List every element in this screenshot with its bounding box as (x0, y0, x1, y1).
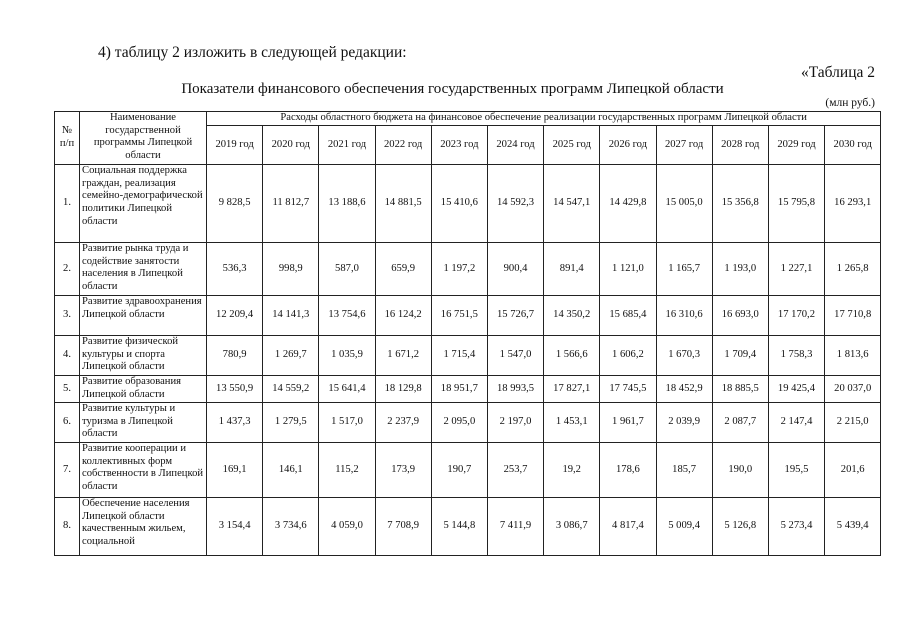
value-cell: 18 452,9 (656, 376, 712, 403)
value-cell: 14 559,2 (263, 376, 319, 403)
table-row (55, 403, 881, 443)
program-name-cell: Развитие культуры и туризма в Липецкой области (80, 403, 207, 443)
value-cell: 2 087,7 (712, 403, 768, 443)
value-cell: 18 885,5 (712, 376, 768, 403)
value-cell: 900,4 (487, 243, 543, 296)
value-cell: 14 592,3 (487, 165, 543, 243)
value-cell: 5 009,4 (656, 498, 712, 556)
value-cell: 1 670,3 (656, 336, 712, 376)
value-cell: 169,1 (207, 443, 263, 498)
value-cell: 1 193,0 (712, 243, 768, 296)
value-cell: 13 550,9 (207, 376, 263, 403)
program-name-cell: Развитие здравоохранения Липецкой области (80, 296, 207, 336)
row-number: 2. (55, 243, 80, 296)
header-number: № п/п (55, 112, 80, 165)
header-year: 2025 год (544, 126, 600, 165)
value-cell: 16 124,2 (375, 296, 431, 336)
value-cell: 195,5 (768, 443, 824, 498)
header-year: 2030 год (825, 126, 881, 165)
table-row (55, 376, 881, 403)
value-cell: 1 437,3 (207, 403, 263, 443)
value-cell: 2 197,0 (487, 403, 543, 443)
value-cell: 1 813,6 (825, 336, 881, 376)
value-cell: 14 547,1 (544, 165, 600, 243)
value-cell: 1 517,0 (319, 403, 375, 443)
table-row (55, 165, 881, 243)
table-row (55, 336, 881, 376)
value-cell: 17 710,8 (825, 296, 881, 336)
row-number: 4. (55, 336, 80, 376)
value-cell: 14 350,2 (544, 296, 600, 336)
value-cell: 587,0 (319, 243, 375, 296)
value-cell: 1 165,7 (656, 243, 712, 296)
value-cell: 13 188,6 (319, 165, 375, 243)
header-year: 2026 год (600, 126, 656, 165)
value-cell: 9 828,5 (207, 165, 263, 243)
header-year: 2027 год (656, 126, 712, 165)
value-cell: 5 126,8 (712, 498, 768, 556)
value-cell: 17 745,5 (600, 376, 656, 403)
value-cell: 659,9 (375, 243, 431, 296)
header-year: 2021 год (319, 126, 375, 165)
row-number: 7. (55, 443, 80, 498)
value-cell: 1 197,2 (431, 243, 487, 296)
value-cell: 5 439,4 (825, 498, 881, 556)
value-cell: 185,7 (656, 443, 712, 498)
value-cell: 5 273,4 (768, 498, 824, 556)
header-year: 2020 год (263, 126, 319, 165)
value-cell: 16 293,1 (825, 165, 881, 243)
value-cell: 14 141,3 (263, 296, 319, 336)
value-cell: 1 547,0 (487, 336, 543, 376)
value-cell: 4 059,0 (319, 498, 375, 556)
header-expenses: Расходы областного бюджета на финансовое обеспечение реализации государственных программ Липецкой области (207, 112, 881, 126)
value-cell: 2 215,0 (825, 403, 881, 443)
table-tag: «Таблица 2 (800, 64, 875, 81)
table-title: Показатели финансового обеспечения государственных программ Липецкой области (181, 81, 724, 97)
intro-text: 4) таблицу 2 изложить в следующей редакции: (98, 44, 407, 61)
value-cell: 15 685,4 (600, 296, 656, 336)
value-cell: 4 817,4 (600, 498, 656, 556)
value-cell: 17 170,2 (768, 296, 824, 336)
row-number: 5. (55, 376, 80, 403)
value-cell: 16 693,0 (712, 296, 768, 336)
value-cell: 1 758,3 (768, 336, 824, 376)
header-year: 2024 год (487, 126, 543, 165)
value-cell: 16 751,5 (431, 296, 487, 336)
value-cell: 7 708,9 (375, 498, 431, 556)
value-cell: 891,4 (544, 243, 600, 296)
value-cell: 536,3 (207, 243, 263, 296)
value-cell: 15 410,6 (431, 165, 487, 243)
row-number: 6. (55, 403, 80, 443)
value-cell: 16 310,6 (656, 296, 712, 336)
table-row (55, 243, 881, 296)
value-cell: 1 121,0 (600, 243, 656, 296)
value-cell: 1 671,2 (375, 336, 431, 376)
row-number: 3. (55, 296, 80, 336)
value-cell: 20 037,0 (825, 376, 881, 403)
value-cell: 780,9 (207, 336, 263, 376)
program-name: Обеспечение населения Липецкой области качественным жильем, социальной (82, 498, 190, 548)
table-row (55, 296, 881, 336)
value-cell: 1 453,1 (544, 403, 600, 443)
value-cell: 1 265,8 (825, 243, 881, 296)
value-cell: 12 209,4 (207, 296, 263, 336)
program-name-cell: Развитие кооперации и коллективных форм собственности в Липецкой области (80, 443, 207, 498)
value-cell: 14 429,8 (600, 165, 656, 243)
value-cell: 18 951,7 (431, 376, 487, 403)
value-cell: 1 269,7 (263, 336, 319, 376)
header-year: 2023 год (431, 126, 487, 165)
value-cell: 2 095,0 (431, 403, 487, 443)
row-number: 8. (55, 498, 80, 556)
header-year: 2019 год (207, 126, 263, 165)
value-cell: 3 086,7 (544, 498, 600, 556)
value-cell: 15 005,0 (656, 165, 712, 243)
value-cell: 15 356,8 (712, 165, 768, 243)
value-cell: 146,1 (263, 443, 319, 498)
value-cell: 1 715,4 (431, 336, 487, 376)
program-name-cell: Развитие образования Липецкой области (80, 376, 207, 403)
value-cell: 17 827,1 (544, 376, 600, 403)
program-name-cell: Социальная поддержка граждан, реализация семейно-демографической политики Липецкой области (80, 165, 207, 243)
value-cell: 2 237,9 (375, 403, 431, 443)
value-cell: 190,7 (431, 443, 487, 498)
value-cell: 1 566,6 (544, 336, 600, 376)
financial-table (54, 111, 881, 556)
value-cell: 1 606,2 (600, 336, 656, 376)
value-cell: 7 411,9 (487, 498, 543, 556)
value-cell: 1 961,7 (600, 403, 656, 443)
header-year: 2022 год (375, 126, 431, 165)
value-cell: 1 035,9 (319, 336, 375, 376)
value-cell: 998,9 (263, 243, 319, 296)
value-cell: 19 425,4 (768, 376, 824, 403)
value-cell: 15 726,7 (487, 296, 543, 336)
value-cell: 2 039,9 (656, 403, 712, 443)
row-number: 1. (55, 165, 80, 243)
value-cell: 2 147,4 (768, 403, 824, 443)
value-cell: 14 881,5 (375, 165, 431, 243)
value-cell: 15 795,8 (768, 165, 824, 243)
table-row (55, 443, 881, 498)
value-cell: 1 279,5 (263, 403, 319, 443)
value-cell: 19,2 (544, 443, 600, 498)
value-cell: 18 129,8 (375, 376, 431, 403)
value-cell: 201,6 (825, 443, 881, 498)
value-cell: 11 812,7 (263, 165, 319, 243)
value-cell: 15 641,4 (319, 376, 375, 403)
value-cell: 253,7 (487, 443, 543, 498)
header-year: 2028 год (712, 126, 768, 165)
value-cell: 115,2 (319, 443, 375, 498)
table-row (55, 498, 881, 556)
value-cell: 173,9 (375, 443, 431, 498)
program-name-cell: Развитие физической культуры и спорта Липецкой области (80, 336, 207, 376)
value-cell: 18 993,5 (487, 376, 543, 403)
header-year: 2029 год (768, 126, 824, 165)
value-cell: 1 709,4 (712, 336, 768, 376)
value-cell: 5 144,8 (431, 498, 487, 556)
program-name-cell: Развитие рынка труда и содействие занятости населения в Липецкой области (80, 243, 207, 296)
value-cell: 1 227,1 (768, 243, 824, 296)
value-cell: 3 154,4 (207, 498, 263, 556)
program-name-cell (80, 498, 207, 556)
value-cell: 178,6 (600, 443, 656, 498)
unit-label: (млн руб.) (825, 97, 875, 109)
value-cell: 190,0 (712, 443, 768, 498)
header-program-name: Наименование государственной программы Липецкой области (80, 112, 207, 165)
value-cell: 13 754,6 (319, 296, 375, 336)
value-cell: 3 734,6 (263, 498, 319, 556)
